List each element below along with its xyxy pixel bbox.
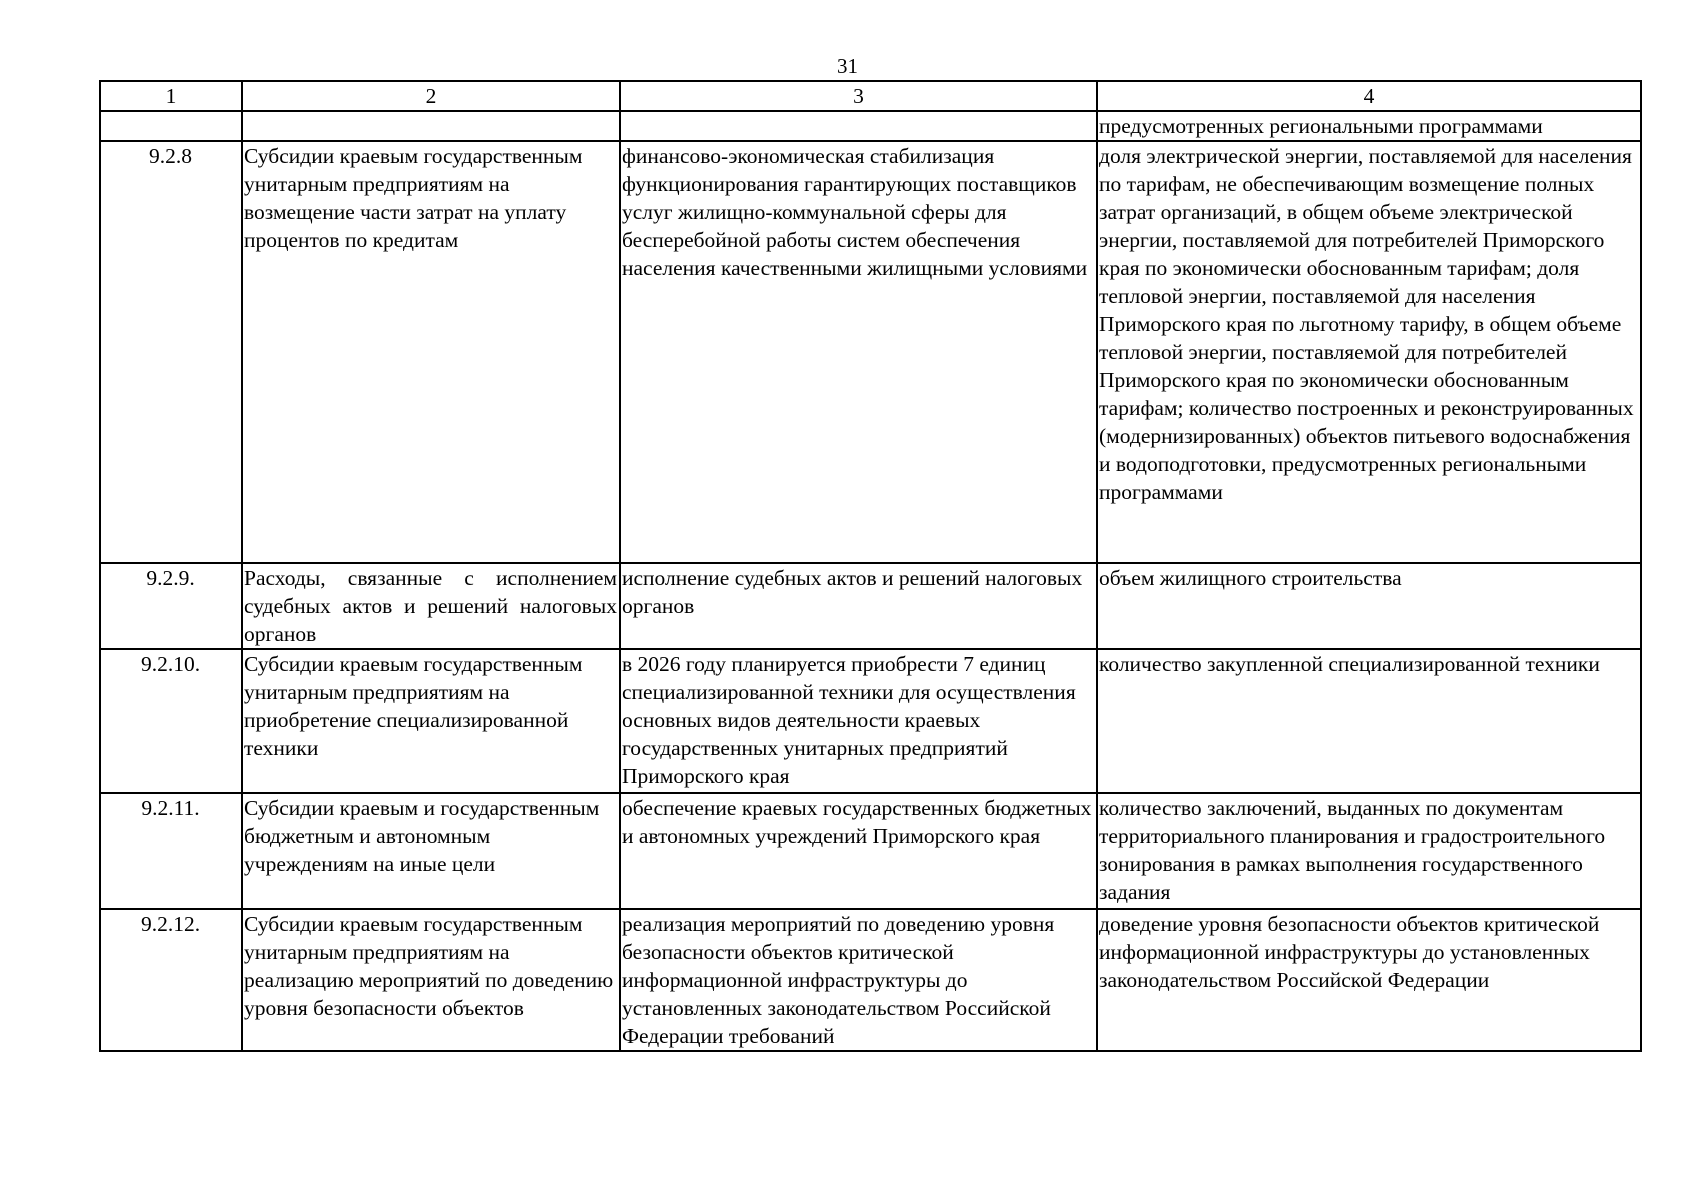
column-number-4: 4	[1097, 81, 1641, 111]
table-row	[100, 909, 1641, 1051]
expense-name-cell: Субсидии краевым государственным унитарным предприятиям на приобретение специализированной техники	[242, 649, 620, 793]
indicator-cell: предусмотренных региональными программами	[1097, 111, 1641, 141]
expense-name-cell: Расходы, связанные с исполнением судебных актов и решений налоговых органов	[242, 563, 620, 649]
expense-name-cell: Субсидии краевым государственным унитарным предприятиям на возмещение части затрат на уплату процентов по кредитам	[242, 141, 620, 563]
column-number-2: 2	[242, 81, 620, 111]
indicator-cell: количество закупленной специализированной техники	[1097, 649, 1641, 793]
table-cell	[100, 111, 242, 141]
table-row	[100, 141, 1641, 563]
item-number-cell: 9.2.10.	[100, 649, 242, 793]
item-number-cell: 9.2.9.	[100, 563, 242, 649]
indicator-cell: доведение уровня безопасности объектов критической информационной инфраструктуры до установленных законодательством Российской Федерации	[1097, 909, 1641, 1051]
table-row	[100, 563, 1641, 649]
continuation-row	[100, 111, 1641, 141]
column-number-1: 1	[100, 81, 242, 111]
item-number-cell: 9.2.12.	[100, 909, 242, 1051]
description-cell: исполнение судебных актов и решений налоговых органов	[620, 563, 1097, 649]
indicator-cell: объем жилищного строительства	[1097, 563, 1641, 649]
table-row	[100, 649, 1641, 793]
description-cell: реализация мероприятий по доведению уровня безопасности объектов критической информационной инфраструктуры до установленных законодательством Российской Федерации требований	[620, 909, 1097, 1051]
column-number-3: 3	[620, 81, 1097, 111]
table-cell	[620, 111, 1097, 141]
expense-name-cell: Субсидии краевым государственным унитарным предприятиям на реализацию мероприятий по доведению уровня безопасности объектов	[242, 909, 620, 1051]
description-cell: в 2026 году планируется приобрести 7 единиц специализированной техники для осуществления основных видов деятельности краевых государственных унитарных предприятий Приморского края	[620, 649, 1097, 793]
expense-name-cell: Субсидии краевым и государственным бюджетным и автономным учреждениям на иные цели	[242, 793, 620, 909]
page-number: 31	[837, 54, 858, 78]
indicator-cell: количество заключений, выданных по документам территориального планирования и градостроительного зонирования в рамках выполнения государственного задания	[1097, 793, 1641, 909]
description-cell: обеспечение краевых государственных бюджетных и автономных учреждений Приморского края	[620, 793, 1097, 909]
description-cell: финансово-экономическая стабилизация функционирования гарантирующих поставщиков услуг жилищно-коммунальной сферы для бесперебойной работы систем обеспечения населения качественными жилищными условиями	[620, 141, 1097, 563]
table-header-row	[100, 81, 1641, 111]
table-cell	[242, 111, 620, 141]
item-number-cell: 9.2.8	[100, 141, 242, 563]
item-number-cell: 9.2.11.	[100, 793, 242, 909]
document-table	[99, 80, 1642, 1052]
table-row	[100, 793, 1641, 909]
indicator-cell: доля электрической энергии, поставляемой для населения по тарифам, не обеспечивающим возмещение полных затрат организаций, в общем объеме электрической энергии, поставляемой для потребителей Приморского края по экономически обоснованным тарифам; доля тепловой энергии, поставляемой для населения Приморского края по льготному тарифу, в общем объеме тепловой энергии, поставляемой для потребителей Приморского края по экономически обоснованным тарифам; количество построенных и реконструированных (модернизированных) объектов питьевого водоснабжения и водоподготовки, предусмотренных региональными программами	[1097, 141, 1641, 563]
